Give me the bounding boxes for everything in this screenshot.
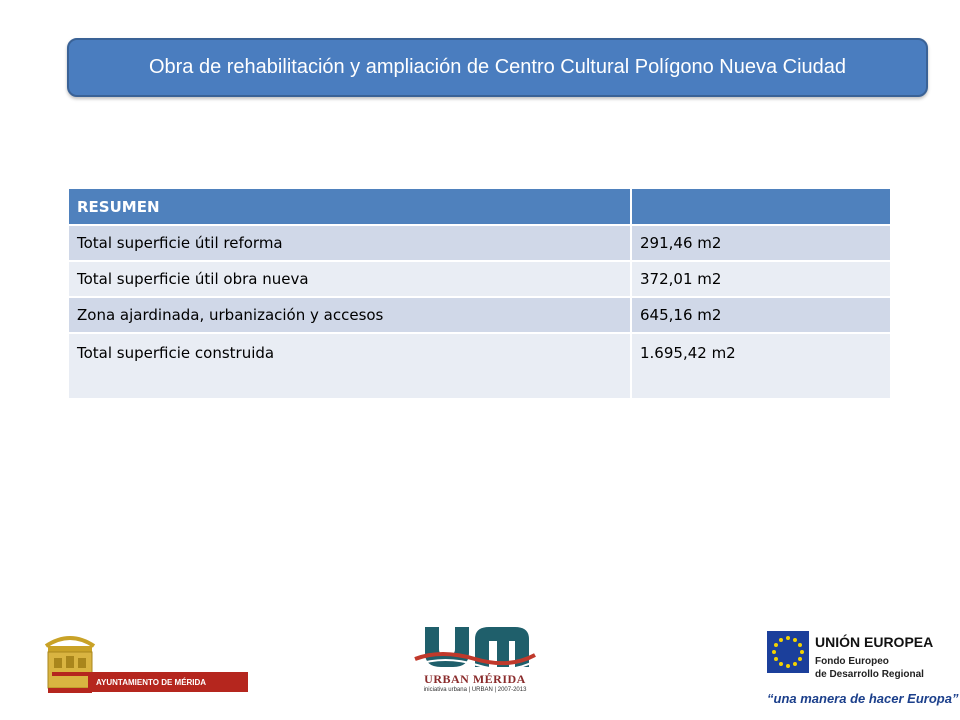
urban-merida-logo — [411, 625, 539, 697]
row-label: Zona ajardinada, urbanización y accesos — [68, 297, 631, 333]
table-row — [68, 261, 891, 297]
row-label: Total superficie construida — [68, 333, 631, 399]
table-row — [68, 297, 891, 333]
row-value: 1.695,42 m2 — [631, 333, 891, 399]
slide-title: Obra de rehabilitación y ampliación de Centro Cultural Polígono Nueva Ciudad — [148, 56, 847, 78]
row-value: 372,01 m2 — [631, 261, 891, 297]
slide-title-bar — [67, 38, 928, 97]
row-label: Total superficie útil reforma — [68, 225, 631, 261]
table-header-row — [68, 188, 891, 225]
eu-fund-line1: Fondo Europeo — [815, 656, 889, 667]
table-row — [68, 225, 891, 261]
table-header-cell: RESUMEN — [68, 188, 631, 225]
eu-motto: “una manera de hacer Europa” — [767, 691, 959, 706]
summary-table — [67, 187, 892, 400]
merida-band: AYUNTAMIENTO DE MÉRIDA — [88, 672, 248, 692]
eu-fund-line2: de Desarrollo Regional — [815, 669, 924, 680]
eu-fund — [815, 655, 924, 681]
urban-subtitle: iniciativa urbana | URBAN | 2007-2013 — [423, 687, 527, 693]
row-value: 291,46 m2 — [631, 225, 891, 261]
eu-logo — [767, 631, 959, 711]
urban-um-icon — [411, 625, 539, 671]
merida-logo — [40, 632, 248, 694]
row-value: 645,16 m2 — [631, 297, 891, 333]
eu-title: UNIÓN EUROPEA — [815, 634, 934, 650]
table-row — [68, 333, 891, 399]
urban-name: URBAN MÉRIDA — [424, 672, 526, 686]
table-header-cell — [631, 188, 891, 225]
eu-flag-icon — [767, 631, 809, 673]
row-label: Total superficie útil obra nueva — [68, 261, 631, 297]
